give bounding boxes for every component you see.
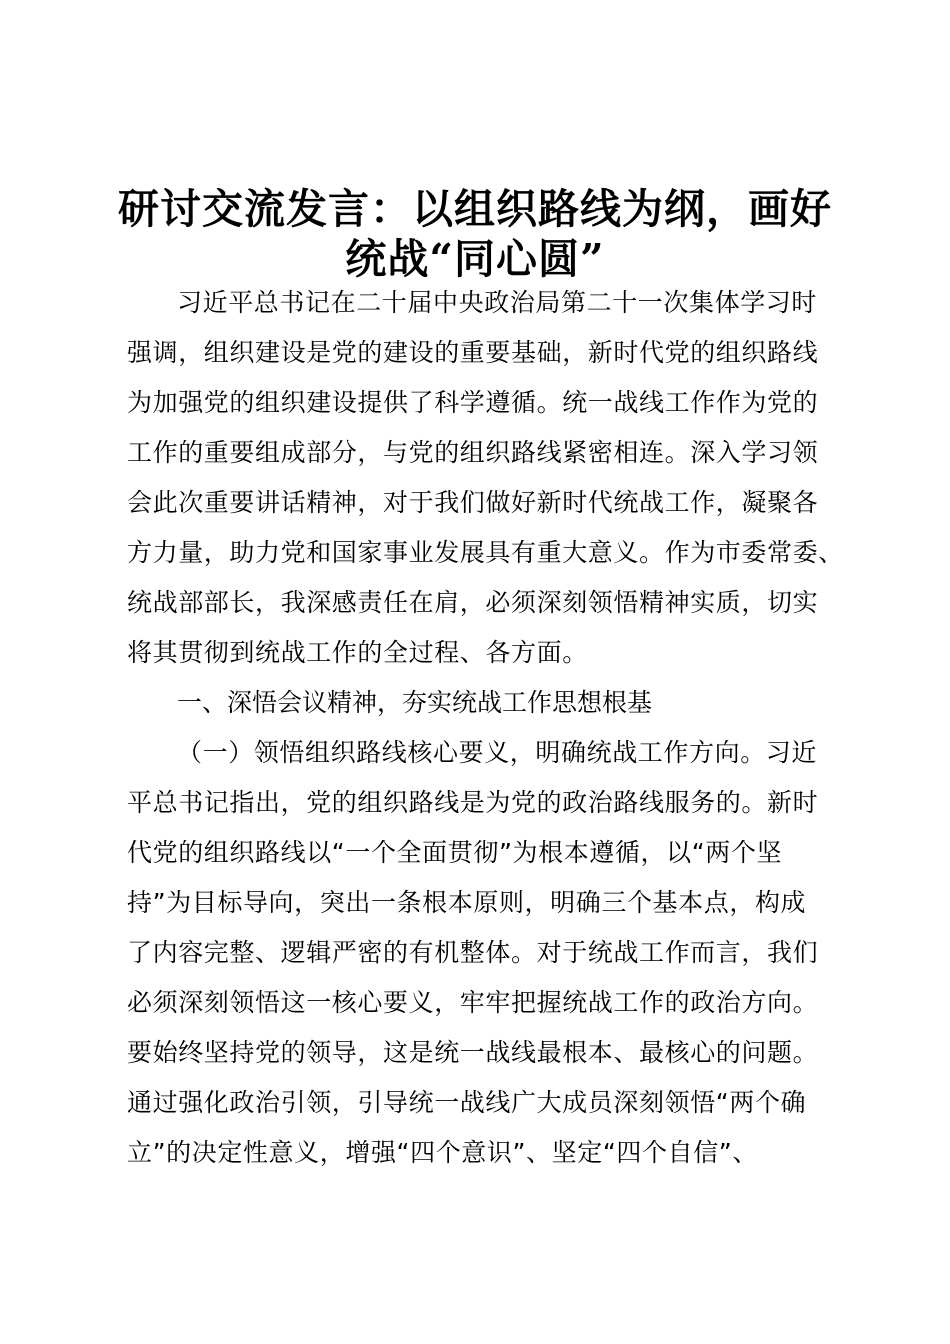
paragraph-2-line-3: 代党的组织路线以“一个全面贯彻”为根本遵循，以“两个坚 <box>127 838 783 867</box>
section-heading-1: 一、深悟会议精神，夯实统战工作思想根基 <box>177 688 653 717</box>
paragraph-1-line-2: 强调，组织建设是党的建设的重要基础，新时代党的组织路线 <box>127 338 819 367</box>
document-title-line-1: 研讨交流发言：以组织路线为纲，画好 <box>118 185 832 233</box>
paragraph-1-line-3: 为加强党的组织建设提供了科学遵循。统一战线工作作为党的 <box>127 388 819 417</box>
paragraph-1-line-4: 工作的重要组成部分，与党的组织路线紧密相连。深入学习领 <box>127 438 819 467</box>
paragraph-1-line-8: 将其贯彻到统战工作的全过程、各方面。 <box>127 638 588 667</box>
paragraph-2-line-8: 通过强化政治引领，引导统一战线广大成员深刻领悟“两个确 <box>127 1088 807 1117</box>
document-title-line-2: 统战“同心圆” <box>345 235 605 283</box>
paragraph-2-line-1: （一）领悟组织路线核心要义，明确统战工作方向。习近 <box>177 738 818 767</box>
paragraph-1-line-5: 会此次重要讲话精神，对于我们做好新时代统战工作，凝聚各 <box>127 488 819 517</box>
paragraph-1-line-1: 习近平总书记在二十届中央政治局第二十一次集体学习时 <box>177 288 818 317</box>
paragraph-1-line-6: 方力量，助力党和国家事业发展具有重大意义。作为市委常委、 <box>127 538 844 567</box>
paragraph-2-line-7: 要始终坚持党的领导，这是统一战线最根本、最核心的问题。 <box>127 1038 819 1067</box>
paragraph-1-line-7: 统战部部长，我深感责任在肩，必须深刻领悟精神实质，切实 <box>127 588 819 617</box>
paragraph-2-line-5: 了内容完整、逻辑严密的有机整体。对于统战工作而言，我们 <box>127 938 819 967</box>
paragraph-2-line-6: 必须深刻领悟这一核心要义，牢牢把握统战工作的政治方向。 <box>127 988 819 1017</box>
paragraph-2-line-4: 持”为目标导向，突出一条根本原则，明确三个基本点，构成 <box>127 888 807 917</box>
paragraph-2-line-2: 平总书记指出，党的组织路线是为党的政治路线服务的。新时 <box>127 788 819 817</box>
paragraph-2-line-9: 立”的决定性意义，增强“四个意识”、坚定“四个自信”、 <box>127 1138 758 1167</box>
